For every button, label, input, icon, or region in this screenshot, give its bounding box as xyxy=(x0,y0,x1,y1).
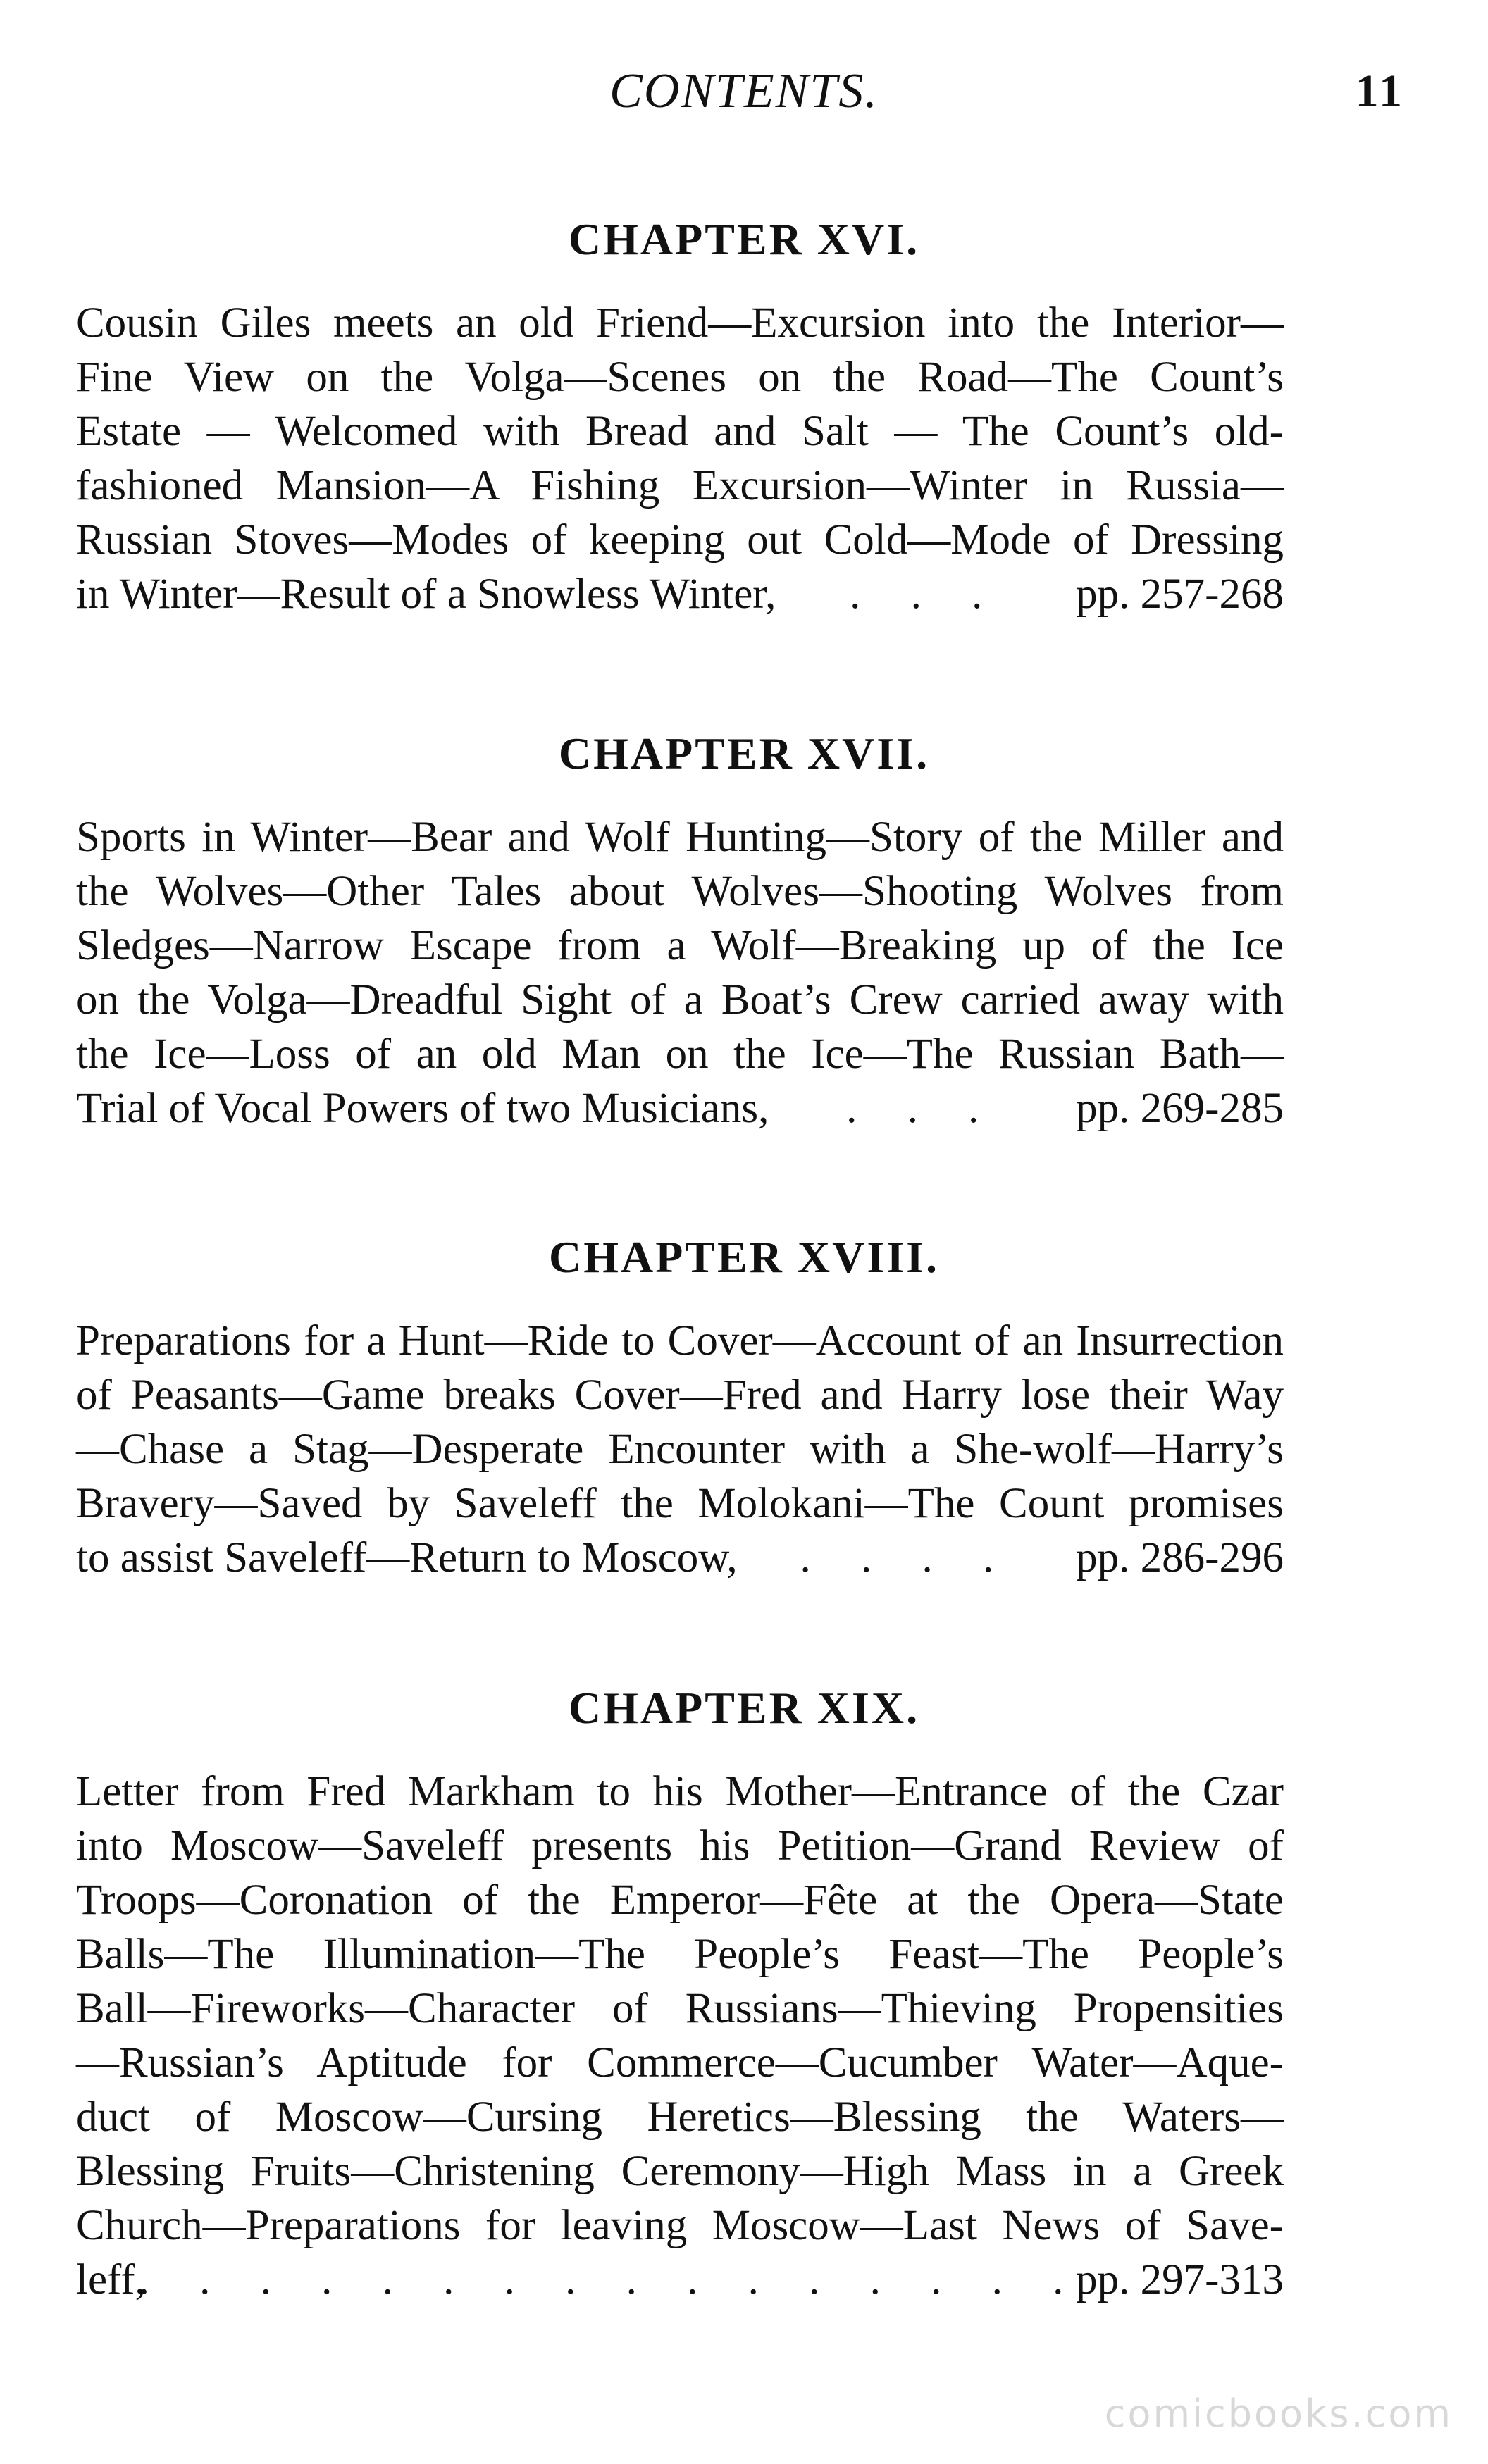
summary-line: the Ice—Loss of an old Man on the Ice—The Russian Bath— xyxy=(76,1031,1284,1078)
chapter-heading: CHAPTER XVI. xyxy=(568,214,920,264)
dot-leader: . . . . . . . . . . . . . . . . xyxy=(138,2256,1084,2303)
summary-line: Blessing Fruits—Christening Ceremony—High Mass in a Greek xyxy=(76,2148,1284,2195)
summary-line: Sports in Winter—Bear and Wolf Hunting—Story of the Miller and xyxy=(76,814,1284,861)
chapter-summary xyxy=(0,810,1284,1135)
summary-line: leff, xyxy=(76,2256,146,2303)
summary-line: to assist Saveleff—Return to Moscow, xyxy=(76,1534,738,1581)
chapter-heading: CHAPTER XVII. xyxy=(558,728,930,778)
summary-line: into Moscow—Saveleff presents his Petition—Grand Review of xyxy=(76,1822,1284,1869)
summary-line: Church—Preparations for leaving Moscow—Last News of Save- xyxy=(76,2202,1284,2249)
summary-line: the Wolves—Other Tales about Wolves—Shooting Wolves from xyxy=(76,868,1284,915)
summary-line: Preparations for a Hunt—Ride to Cover—Account of an Insurrection xyxy=(76,1317,1284,1364)
summary-line: Estate — Welcomed with Bread and Salt — The Count’s old- xyxy=(76,408,1284,455)
chapter-entry xyxy=(0,211,1488,621)
summary-line: Letter from Fred Markham to his Mother—Entrance of the Czar xyxy=(76,1768,1284,1815)
summary-line: fashioned Mansion—A Fishing Excursion—Winter in Russia— xyxy=(76,462,1284,509)
running-head: CONTENTS. xyxy=(609,64,879,118)
page-range: pp. 269-285 xyxy=(1076,1085,1284,1132)
dot-leader: . . . xyxy=(846,1085,999,1132)
summary-line: Troops—Coronation of the Emperor—Fête at the Opera—State xyxy=(76,1877,1284,1924)
summary-line: Ball—Fireworks—Character of Russians—Thieving Propensities xyxy=(76,1985,1284,2032)
chapter-summary xyxy=(0,1765,1284,2307)
chapter-heading: CHAPTER XIX. xyxy=(568,1683,920,1733)
page-range: pp. 286-296 xyxy=(1076,1534,1284,1581)
chapter-entry xyxy=(0,1680,1488,2307)
summary-line: Bravery—Saved by Saveleff the Molokani—The Count promises xyxy=(76,1480,1284,1527)
watermark: comicbooks.com xyxy=(1104,2391,1453,2436)
summary-line: —Russian’s Aptitude for Commerce—Cucumber Water—Aque- xyxy=(76,2039,1284,2086)
chapter-entry xyxy=(0,726,1488,1135)
summary-line: of Peasants—Game breaks Cover—Fred and Harry lose their Way xyxy=(76,1371,1284,1419)
chapter-heading: CHAPTER XVIII. xyxy=(548,1232,940,1282)
page-number: 11 xyxy=(1355,66,1405,117)
summary-line: Balls—The Illumination—The People’s Feast—The People’s xyxy=(76,1931,1284,1978)
chapter-summary xyxy=(0,1314,1284,1585)
summary-line: Russian Stoves—Modes of keeping out Cold—Mode of Dressing xyxy=(76,516,1284,564)
chapter-entry xyxy=(0,1229,1488,1585)
summary-last-line xyxy=(76,1531,1284,1585)
dot-leader: . . . xyxy=(850,571,1003,618)
summary-line: Cousin Giles meets an old Friend—Excursion into the Interior— xyxy=(76,299,1284,347)
summary-line: Trial of Vocal Powers of two Musicians, xyxy=(76,1085,769,1132)
summary-line: Fine View on the Volga—Scenes on the Road—The Count’s xyxy=(76,354,1284,401)
page-range: pp. 297-313 xyxy=(1076,2256,1284,2303)
page-range: pp. 257-268 xyxy=(1076,571,1284,618)
chapter-summary xyxy=(0,296,1284,621)
summary-last-line xyxy=(76,1081,1284,1135)
summary-line: on the Volga—Dreadful Sight of a Boat’s Crew carried away with xyxy=(76,976,1284,1023)
summary-line: in Winter—Result of a Snowless Winter, xyxy=(76,571,776,618)
summary-line: Sledges—Narrow Escape from a Wolf—Breaking up of the Ice xyxy=(76,922,1284,969)
summary-last-line xyxy=(76,567,1284,621)
summary-line: duct of Moscow—Cursing Heretics—Blessing the Waters— xyxy=(76,2093,1284,2141)
dot-leader: . . . . xyxy=(800,1534,1014,1581)
summary-line: —Chase a Stag—Desperate Encounter with a She-wolf—Harry’s xyxy=(76,1426,1284,1473)
summary-last-line xyxy=(76,2253,1284,2307)
